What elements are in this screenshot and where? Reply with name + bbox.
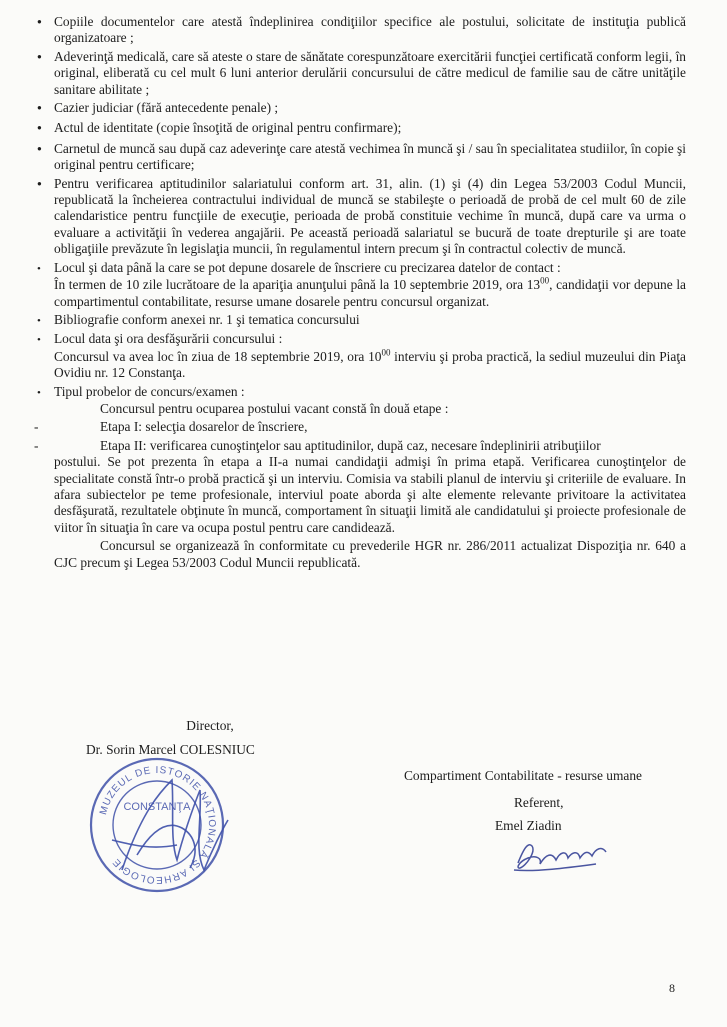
paragraph-text: , candidaţii vor depune la compartimentul contabilitate, resurse umane dosarele pentru concursul organizat. (54, 277, 686, 309)
list-item (34, 438, 686, 454)
list-item-text: Actul de identitate (copie însoţită de original pentru confirmare); (54, 120, 402, 136)
section-heading: Bibliografie conform anexei nr. 1 şi tematica concursului (54, 311, 360, 327)
section-heading: Locul şi data până la care se pot depune dosarele de înscriere cu precizarea datelor de contact : (54, 259, 561, 275)
svg-text:CONSTANŢA: CONSTANŢA (123, 801, 191, 813)
bullet-icon (34, 14, 54, 32)
director-name: Dr. Sorin Marcel COLESNIUC (86, 742, 255, 757)
referent-title: Referent, (514, 795, 564, 810)
paragraph-text: postului. Se pot prezenta în etapa a II-a numai candidaţii admişi în prima etapă. Verificarea cunoştinţelor de specialitate constă într-o probă practică şi un interviu. Comisia va stabili planul de interviu şi criteriile de evaluare. In afara subiectelor pe teme profesionale, interviul poate aborda şi alte elemente relevante privitoare la activitatea desfăşurată, rezultatele obţinute în muncă, comportament în situaţii limită ale candidatului şi proiecte profesionale de viitor în situaţia în care va ocupa postul pentru care candidează. (54, 454, 686, 535)
paragraph-text: Concursul se organizează în conformitate cu prevederile HGR nr. 286/2011 actualizat Dispoziţia nr. 640 a CJC precum şi Legea 53/2003 Codul Muncii republicată. (54, 538, 686, 570)
section-heading: Tipul probelor de concurs/examen : (54, 383, 245, 399)
bullet-icon (34, 260, 54, 277)
section-heading: Locul data şi ora desfăşurării concursului : (54, 331, 283, 347)
referent-signature (506, 828, 616, 878)
list-item (34, 100, 686, 118)
paragraph-text: Concursul pentru ocuparea postului vacant constă în două etape : (100, 400, 449, 416)
bullet-icon (34, 49, 54, 67)
list-item-text: Copiile documentelor care atestă îndeplinirea condiţiilor specifice ale postului, solicitate de instituţia publică organizatoare ; (54, 14, 686, 46)
section-paragraph (54, 349, 686, 382)
section-paragraph (54, 401, 686, 417)
list-item-text: Pentru verificarea aptitudinilor salariatului conform art. 31, alin. (1) şi (4) din Legea 53/2003 Codul Muncii, republicată la încheierea contractului individual de muncă se stabileşte o perioadă de probă de cel mult 60 de zile calendaristice pentru funcţiile de execuţie, perioada de probă constituie vechime în muncă, după care va urma o evaluare a activităţii în vederea angajării. Pe această perioadă salariatul se bucură de toate drepturile şi are toate obligaţiile prevăzute în legislaţia muncii, în regulamentul intern precum şi în contractul colectiv de muncă. (54, 175, 686, 257)
svg-text:MUZEUL DE ISTORIE NAŢIONALĂ ŞI: MUZEUL DE ISTORIE NAŢIONALĂ ŞI ARHEOLOGIE (98, 764, 218, 886)
list-item-text: Etapa II: verificarea cunoştinţelor sau aptitudinilor, după caz, necesare îndeplinirii atribuţiilor (100, 437, 601, 453)
dash-marker: - (34, 419, 39, 435)
referent-name: Emel Ziadin (495, 818, 562, 833)
paragraph-text: interviu şi proba practică, la sediul muzeului din Piaţa Ovidiu nr. 12 Constanţa. (54, 348, 686, 381)
list-item (34, 419, 686, 435)
bullet-icon (34, 176, 54, 194)
bullet-icon (34, 120, 54, 138)
paragraph-text: În termen de 10 zile lucrătoare de la apariţia anunţului până la 10 septembrie 2019, ora 13 (54, 277, 541, 293)
bullet-icon (34, 312, 54, 329)
list-item-text: Cazier judiciar (fără antecedente penale) ; (54, 100, 279, 116)
list-item-text: Etapa I: selecţia dosarelor de înscriere, (100, 419, 308, 435)
time-superscript: 00 (381, 347, 391, 358)
list-item (34, 49, 686, 98)
section-paragraph (54, 538, 686, 571)
list-item (34, 141, 686, 174)
list-item (34, 176, 686, 258)
director-title: Director, (186, 718, 234, 733)
list-item (34, 120, 686, 138)
dash-marker: - (34, 437, 39, 453)
bullet-icon (34, 100, 54, 118)
section-bibliografie (34, 312, 686, 329)
official-seal-stamp (82, 750, 232, 900)
list-item-text: Carnetul de muncă sau după caz adeverinţe care atestă vechimea în muncă şi / sau în specialitatea studiilor, în copie şi original pentru certificare; (54, 140, 686, 173)
bullet-icon (34, 141, 54, 159)
page-number: 8 (669, 981, 675, 995)
section-desfasurare (34, 331, 686, 348)
section-paragraph (54, 277, 686, 310)
section-tipul-probelor (34, 384, 686, 401)
list-item (34, 14, 686, 47)
paragraph-text: Concursul va avea loc în ziua de 18 septembrie 2019, ora 10 (54, 348, 382, 364)
bullet-icon (34, 384, 54, 401)
department-name: Compartiment Contabilitate - resurse umane (404, 768, 642, 783)
document-body (34, 14, 686, 571)
time-superscript: 00 (540, 275, 550, 286)
bullet-icon (34, 331, 54, 348)
section-loc-depunere (34, 260, 686, 277)
list-item-text: Adeverinţă medicală, care să ateste o stare de sănătate corespunzătoare exercitării funcţiei certificată conform legii, în original, eliberată cu cel mult 6 luni anterior derulării concursului de către medicul de familie sau de către unităţile sanitare abilitate ; (54, 48, 686, 97)
